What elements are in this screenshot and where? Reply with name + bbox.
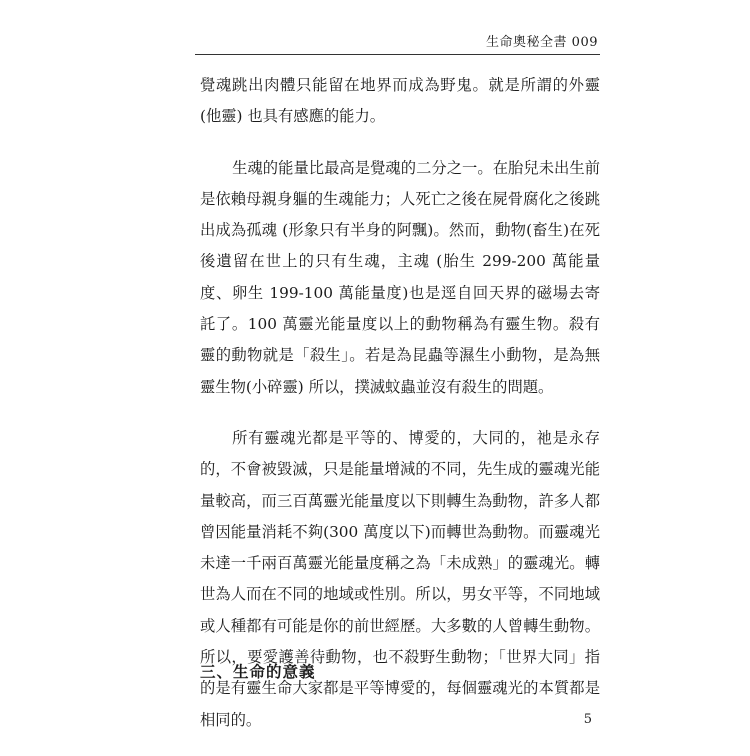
- section-heading: 三、生命的意義: [200, 663, 316, 681]
- paragraph-1: 覺魂跳出肉體只能留在地界而成為野鬼。就是所謂的外靈 (他靈) 也具有感應的能力。: [200, 76, 600, 126]
- body-text: [200, 70, 600, 756]
- page-number: 5: [583, 712, 592, 727]
- paragraph-3: 所有靈魂光都是平等的、博愛的，大同的，祂是永存的，不會被毀滅，只是能量增減的不同，先生成的靈魂光能量較高，而三百萬靈光能量度以下則轉生為動物，許多人都曾因能量消耗不夠(300 萬度以下)而轉世為動物。而靈魂光未達一千兩百萬靈光能量度稱之為「未成熟」的靈魂光。轉世為人而在不同的地域或性別。所以，男女平等，不同地域或人種都有可能是你的前世經歷。大多數的人曾轉生動物。所以，要愛護善待動物，也不殺野生動物；「世界大同」指的是有靈生命大家都是平等博愛的，每個靈魂光的本質都是相同的。: [200, 428, 600, 729]
- running-head: 生命奧秘全書 009: [486, 35, 598, 50]
- header-rule: [195, 54, 600, 55]
- paragraph-2: 生魂的能量比最高是覺魂的二分之一。在胎兒未出生前是依賴母親身軀的生魂能力；人死亡之後在屍骨腐化之後跳出成為孤魂 (形象只有半身的阿飄)。然而，動物(畜生)在死後遺留在世上的只有生魂，主魂 (胎生 299-200 萬能量度、卵生 199-100 萬能量度)也是逕自回天界的磁場去寄託了。100 萬靈光能量度以上的動物稱為有靈生物。殺有靈的動物就是「殺生」。若是為昆蟲等濕生小動物，是為無靈生物(小碎靈) 所以，撲滅蚊蟲並沒有殺生的問題。: [200, 158, 600, 396]
